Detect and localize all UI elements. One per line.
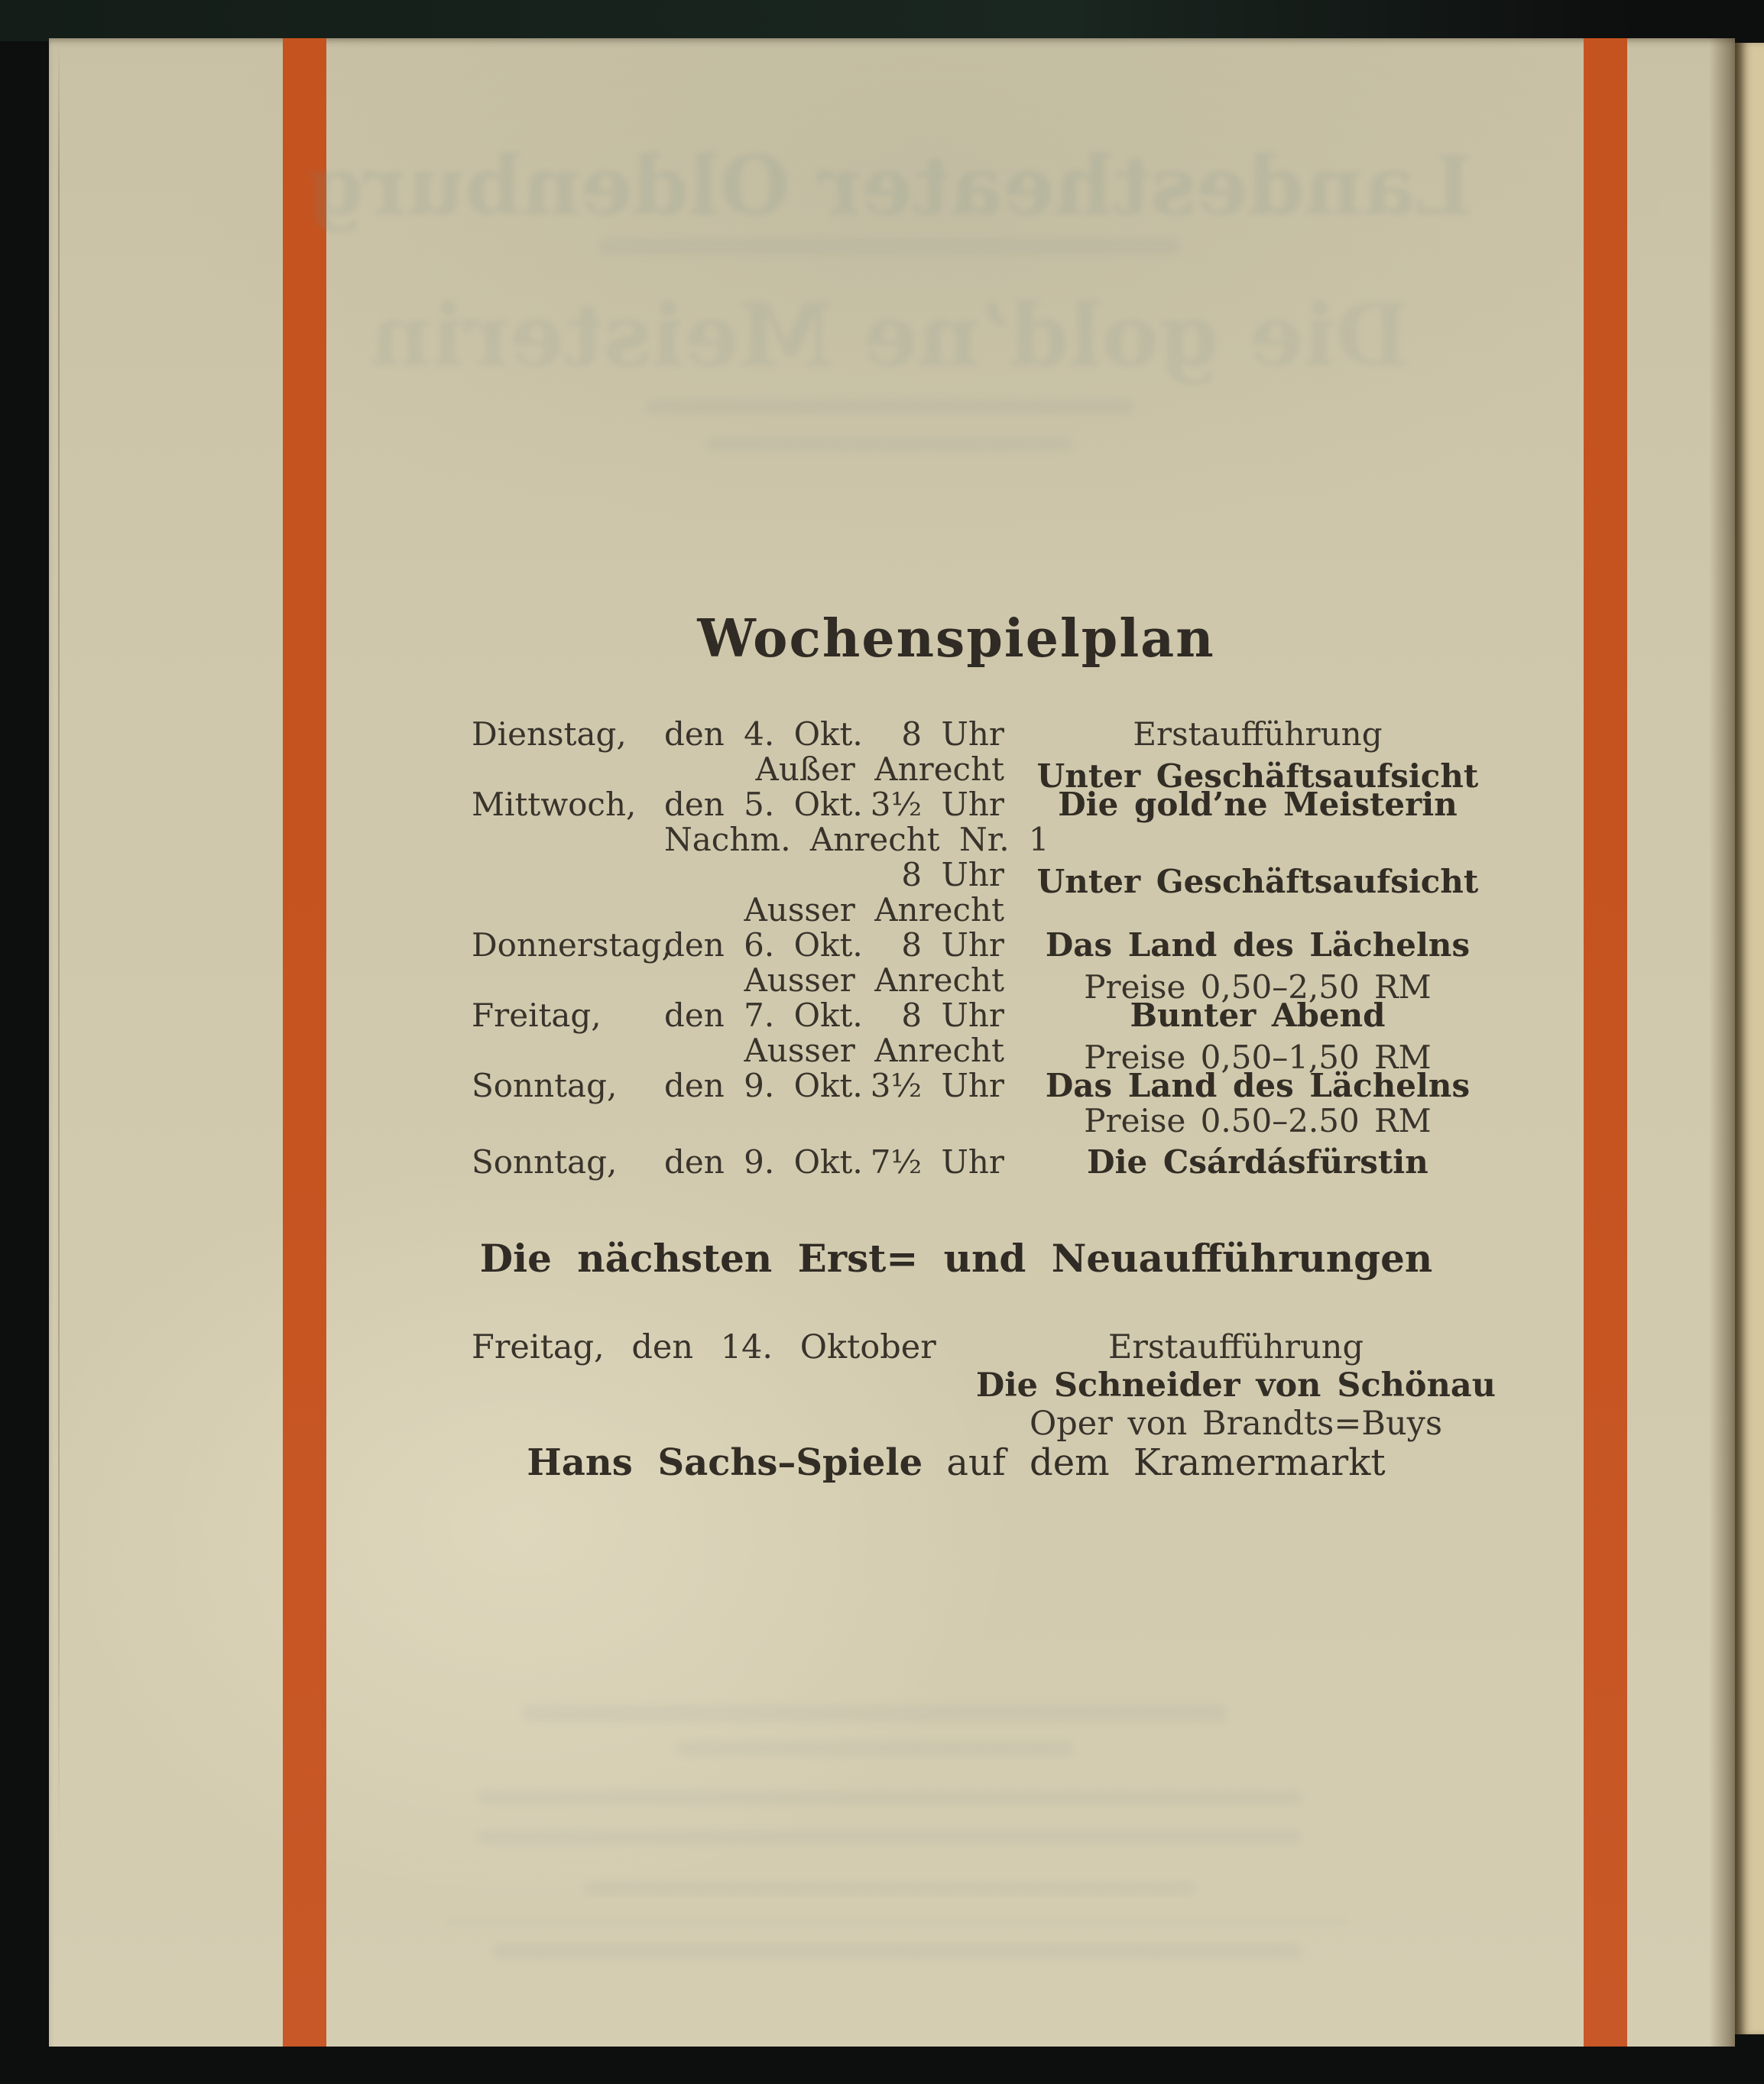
schedule-time: 3½ Uhr [870,1067,1004,1104]
bleed-through-line [676,1741,1073,1756]
schedule-row [472,856,1511,900]
schedule-datetime [664,1033,1004,1068]
upcoming-title-row [472,1366,1511,1405]
schedule-row [472,787,1511,822]
schedule-program: Unter Geschäftsaufsicht [1036,757,1479,795]
schedule-row [472,1032,1511,1076]
schedule-program: Preise 0,50–2,50 RM [1084,968,1432,1006]
schedule-datetime [664,1145,1004,1180]
upcoming-date: Freitag, den 14. Oktober [472,1328,936,1366]
schedule-datetime [664,998,1004,1033]
schedule-datetime [664,821,1049,858]
schedule-datetime [664,928,1004,963]
hans-sachs-line [421,1443,1491,1483]
premiere-subtitle: Oper von Brandts=Buys [1029,1405,1443,1443]
next-page-edge [1735,43,1764,2034]
schedule-datetime [664,752,1004,787]
upcoming-section [472,1328,1511,1443]
schedule-program: Unter Geschäftsaufsicht [1036,863,1479,900]
schedule-day: Sonntag, [472,1143,618,1181]
schedule-program: Das Land des Lächelns [1045,926,1471,964]
schedule-datetime [664,963,1004,998]
schedule-time: 8 Uhr [901,856,1004,893]
page-crease-line [58,38,60,1857]
bleed-through-line [477,1790,1302,1805]
schedule-day: Mittwoch, [472,786,637,823]
schedule-row [472,928,1511,963]
upcoming-date-row [472,1328,1511,1366]
bleed-through-line [523,1704,1226,1723]
schedule-row [472,1104,1511,1139]
schedule-program: Bunter Abend [1130,997,1386,1034]
schedule-row [472,1068,1511,1104]
schedule-row [472,750,1511,795]
weekly-schedule [472,717,1511,1180]
bleed-through-rule [446,1920,1348,1924]
bleed-through-line [492,1943,1302,1959]
schedule-day: Dienstag, [472,715,627,753]
schedule-time: 3½ Uhr [870,786,1004,823]
schedule-date: den 9. Okt. [664,1143,863,1181]
schedule-datetime [664,857,1004,893]
schedule-datetime [664,717,1004,752]
schedule-program: Das Land des Lächelns [1045,1067,1471,1104]
premiere-title: Die Schneider von Schönau [976,1366,1496,1405]
schedule-time: 7½ Uhr [870,1143,1004,1181]
bleed-through-title: Landestheater Oldenburg [306,138,1473,233]
schedule-time: 8 Uhr [901,926,1004,964]
bleed-through-line [599,238,1180,255]
schedule-date: den 9. Okt. [664,1067,863,1104]
schedule-row [472,717,1511,752]
schedule-day: Freitag, [472,997,602,1034]
schedule-program: Die Csárdásfürstin [1087,1143,1428,1181]
schedule-date: den 7. Okt. [664,997,863,1034]
schedule-note: Außer Anrecht [755,750,1004,788]
schedule-program: Preise 0,50–1,50 RM [1084,1039,1432,1076]
bleed-through-line [645,399,1134,414]
schedule-datetime [664,787,1004,822]
spacer [472,1366,961,1405]
right-orange-stripe [1584,38,1627,2047]
schedule-note: Ausser Anrecht [744,1032,1004,1069]
schedule-date: den 6. Okt. [664,926,863,964]
upcoming-heading: Die nächsten Erst= und Neuaufführungen [479,1236,1433,1281]
schedule-time: 8 Uhr [901,715,1004,753]
schedule-program: Preise 0.50–2.50 RM [1084,1102,1432,1139]
schedule-row [472,998,1511,1033]
schedule-day: Sonntag, [472,1067,618,1104]
schedule-datetime [664,1068,1004,1104]
page-title: Wochenspielplan [697,608,1215,669]
scan-top-shadow [0,0,1643,41]
upcoming-subtitle-row [472,1405,1511,1443]
schedule-time: 8 Uhr [901,997,1004,1034]
schedule-program: Die gold’ne Meisterin [1058,786,1458,823]
schedule-program: Erstaufführung [1133,715,1383,753]
bleed-through-line [477,1830,1302,1845]
schedule-row [472,1145,1511,1180]
hans-sachs-bold: Hans Sachs–Spiele [527,1441,923,1484]
spacer [472,1405,961,1443]
schedule-row [472,961,1511,1006]
schedule-date: den 4. Okt. [664,715,863,753]
hans-sachs-rest: auf dem Kramermarkt [923,1441,1386,1484]
schedule-date: den 5. Okt. [664,786,863,823]
bleed-through-line [706,437,1073,451]
program-page [49,38,1735,2047]
upcoming-label: Erstaufführung [1107,1328,1364,1366]
schedule-datetime [664,893,1004,928]
bleed-through-subtitle: Die gold’ne Meisterin [369,286,1410,386]
schedule-note: Ausser Anrecht [744,961,1004,999]
bleed-through-line [584,1881,1195,1895]
schedule-note: Ausser Anrecht [744,891,1004,929]
schedule-date: Nachm. Anrecht Nr. 1 [664,821,1049,858]
schedule-row [472,822,1511,857]
schedule-day: Donnerstag, [472,926,672,964]
